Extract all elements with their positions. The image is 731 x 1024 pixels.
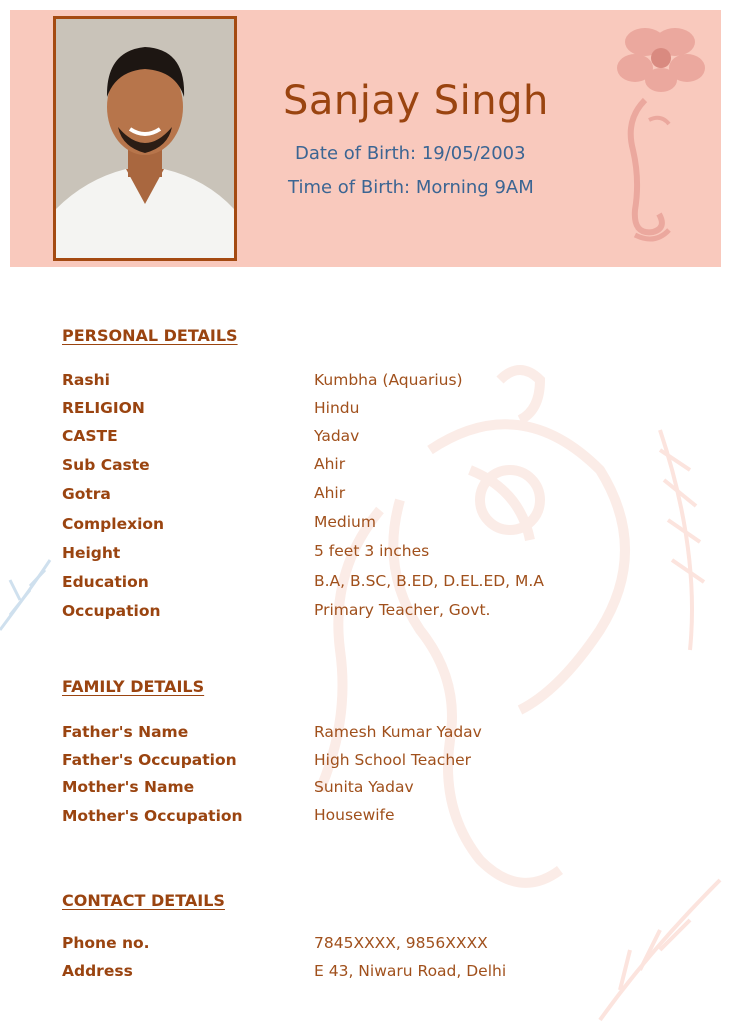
value-gotra: Ahir [314,484,346,502]
label-complexion: Complexion [62,515,165,533]
label-mothers-occupation: Mother's Occupation [62,807,243,825]
date-of-birth: Date of Birth: 19/05/2003 [295,143,526,164]
label-occupation: Occupation [62,602,161,620]
label-address: Address [62,962,133,980]
label-height: Height [62,544,121,562]
value-mothers-name: Sunita Yadav [314,778,414,796]
contact-details-heading: CONTACT DETAILS [62,891,225,910]
label-fathers-occupation: Father's Occupation [62,751,237,769]
label-religion: RELIGION [62,399,145,417]
label-sub-caste: Sub Caste [62,456,150,474]
label-fathers-name: Father's Name [62,723,189,741]
value-address: E 43, Niwaru Road, Delhi [314,962,507,980]
personal-details-heading: PERSONAL DETAILS [62,326,238,345]
value-caste: Yadav [314,427,360,445]
family-details-heading: FAMILY DETAILS [62,677,205,696]
value-rashi: Kumbha (Aquarius) [314,371,463,389]
value-fathers-name: Ramesh Kumar Yadav [314,723,482,741]
value-phone: 7845XXXX, 9856XXXX [314,934,488,952]
profile-photo [53,16,237,261]
time-of-birth: Time of Birth: Morning 9AM [288,177,534,198]
value-height: 5 feet 3 inches [314,542,430,560]
label-phone: Phone no. [62,934,150,952]
value-mothers-occupation: Housewife [314,806,395,824]
candidate-name: Sanjay Singh [283,78,549,124]
label-gotra: Gotra [62,485,111,503]
value-complexion: Medium [314,513,376,531]
value-religion: Hindu [314,399,360,417]
ganesha-ornament-icon [605,10,721,245]
value-occupation: Primary Teacher, Govt. [314,601,491,619]
label-mothers-name: Mother's Name [62,778,195,796]
value-education: B.A, B.SC, B.ED, D.EL.ED, M.A [314,572,544,590]
label-caste: CASTE [62,427,118,445]
label-education: Education [62,573,149,591]
value-fathers-occupation: High School Teacher [314,751,472,769]
label-rashi: Rashi [62,371,110,389]
value-sub-caste: Ahir [314,455,346,473]
